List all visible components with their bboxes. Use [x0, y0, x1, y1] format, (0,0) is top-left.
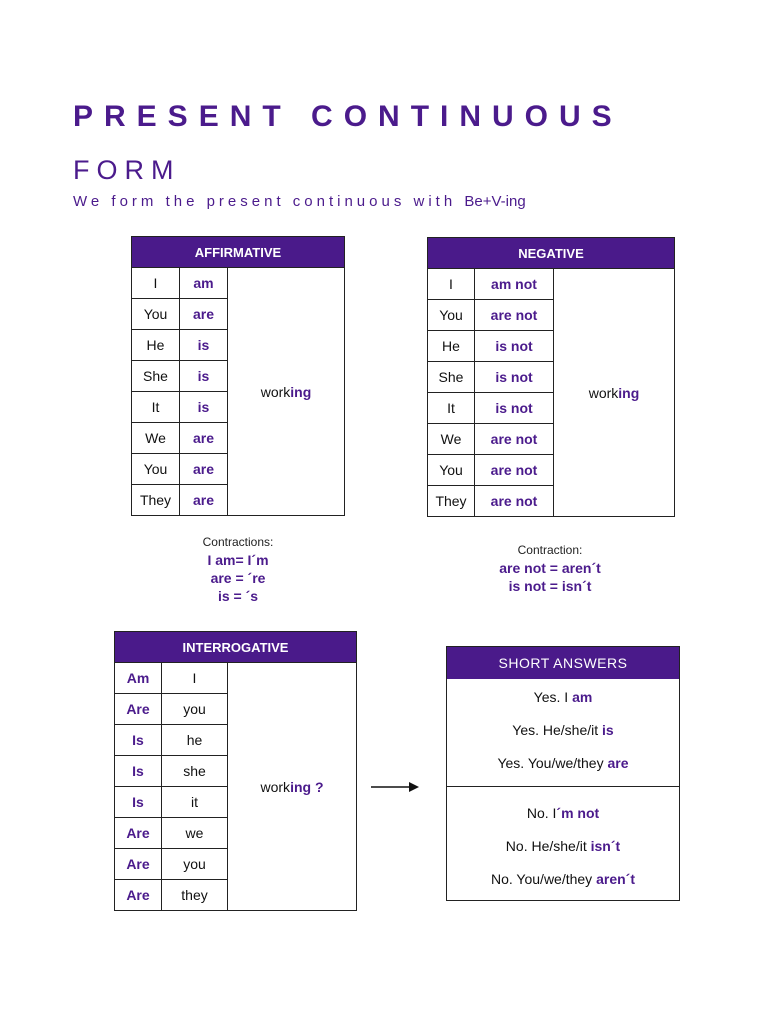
answer-row	[447, 747, 679, 780]
working-stem: work	[260, 383, 291, 400]
verb-cell: Are	[115, 818, 162, 849]
verb-cell: Are	[115, 694, 162, 725]
answer-verb: is	[602, 722, 614, 738]
subject-cell: We	[132, 423, 180, 454]
affirmative-header: AFFIRMATIVE	[132, 237, 345, 268]
verb-cell: are	[180, 485, 228, 516]
subject-cell: You	[132, 454, 180, 485]
working-cell	[228, 268, 345, 516]
answer-prefix: Yes. You/we/they	[497, 755, 608, 771]
subtitle	[73, 193, 526, 210]
affirmative-table	[131, 236, 345, 516]
working-suffix: ing	[290, 383, 312, 400]
contractions-label: Contractions:	[202, 535, 274, 549]
verb-cell: Are	[115, 849, 162, 880]
verb-cell: are	[180, 454, 228, 485]
subject-cell: She	[428, 362, 475, 393]
verb-cell: are not	[475, 455, 554, 486]
subtitle-formula: Be+V-ing	[464, 193, 526, 210]
table-row	[132, 268, 345, 299]
verb-cell: am not	[475, 269, 554, 300]
answer-row	[447, 714, 679, 747]
verb-cell: Is	[115, 756, 162, 787]
verb-cell: are	[180, 423, 228, 454]
answer-row	[447, 681, 679, 714]
verb-cell: is not	[475, 393, 554, 424]
subject-cell: He	[132, 330, 180, 361]
subject-cell: He	[428, 331, 475, 362]
page-title: PRESENT CONTINUOUS	[73, 100, 623, 133]
short-answers-box	[446, 646, 680, 901]
subject-cell: We	[428, 424, 475, 455]
subject-cell: we	[162, 818, 228, 849]
negative-contractions	[470, 541, 630, 595]
subject-cell: You	[428, 455, 475, 486]
contraction-line: are not = aren´t	[499, 560, 601, 576]
verb-cell: Are	[115, 880, 162, 911]
subject-cell: she	[162, 756, 228, 787]
short-answers-positive	[447, 679, 679, 780]
working-stem: work	[588, 384, 619, 401]
working-suffix: ing ?	[290, 778, 324, 795]
answer-prefix: No. I	[526, 805, 557, 821]
answer-verb: am	[572, 689, 593, 705]
answer-row	[447, 863, 679, 896]
verb-cell: are not	[475, 300, 554, 331]
table-row	[115, 663, 357, 694]
short-answers-negative	[447, 786, 679, 896]
subject-cell: You	[428, 300, 475, 331]
verb-cell: are not	[475, 424, 554, 455]
answer-row	[447, 830, 679, 863]
subject-cell: She	[132, 361, 180, 392]
verb-cell: is not	[475, 331, 554, 362]
contraction-line: are = ´re	[210, 570, 266, 586]
subject-cell: They	[428, 486, 475, 517]
form-heading: FORM	[73, 155, 181, 185]
verb-cell: are not	[475, 486, 554, 517]
verb-cell: is	[180, 361, 228, 392]
verb-cell: Is	[115, 725, 162, 756]
contractions-label: Contraction:	[517, 543, 583, 557]
working-cell	[228, 663, 357, 911]
negative-table	[427, 237, 675, 517]
subtitle-prefix: We form the present continuous with	[73, 193, 457, 210]
answer-prefix: Yes. I	[533, 689, 573, 705]
subject-cell: It	[428, 393, 475, 424]
subject-cell: it	[162, 787, 228, 818]
interrogative-header: INTERROGATIVE	[115, 632, 357, 663]
subject-cell: You	[132, 299, 180, 330]
verb-cell: are	[180, 299, 228, 330]
table-row	[428, 269, 675, 300]
verb-cell: is	[180, 392, 228, 423]
negative-header: NEGATIVE	[428, 238, 675, 269]
contraction-line: is = ´s	[217, 588, 259, 604]
subject-cell: he	[162, 725, 228, 756]
verb-cell: is	[180, 330, 228, 361]
answer-row	[447, 797, 679, 830]
answer-prefix: Yes. He/she/it	[512, 722, 603, 738]
answer-verb: ´m not	[556, 805, 600, 821]
short-answers-header: SHORT ANSWERS	[447, 647, 679, 679]
subject-cell: They	[132, 485, 180, 516]
working-stem: work	[260, 778, 291, 795]
answer-verb: are	[607, 755, 629, 771]
subject-cell: you	[162, 694, 228, 725]
affirmative-contractions	[168, 533, 308, 605]
arrow-right-icon	[371, 779, 419, 795]
verb-cell: is not	[475, 362, 554, 393]
interrogative-table	[114, 631, 357, 911]
working-suffix: ing	[618, 384, 640, 401]
subject-cell: I	[162, 663, 228, 694]
verb-cell: Am	[115, 663, 162, 694]
answer-prefix: No. You/we/they	[491, 871, 597, 887]
subject-cell: It	[132, 392, 180, 423]
working-cell	[554, 269, 675, 517]
answer-verb: aren´t	[596, 871, 635, 887]
subject-cell: they	[162, 880, 228, 911]
answer-verb: isn´t	[590, 838, 621, 854]
subject-cell: I	[428, 269, 475, 300]
subject-cell: I	[132, 268, 180, 299]
contraction-line: is not = isn´t	[508, 578, 592, 594]
subject-cell: you	[162, 849, 228, 880]
verb-cell: am	[180, 268, 228, 299]
contraction-line: I am= I´m	[207, 552, 269, 568]
answer-prefix: No. He/she/it	[505, 838, 591, 854]
verb-cell: Is	[115, 787, 162, 818]
